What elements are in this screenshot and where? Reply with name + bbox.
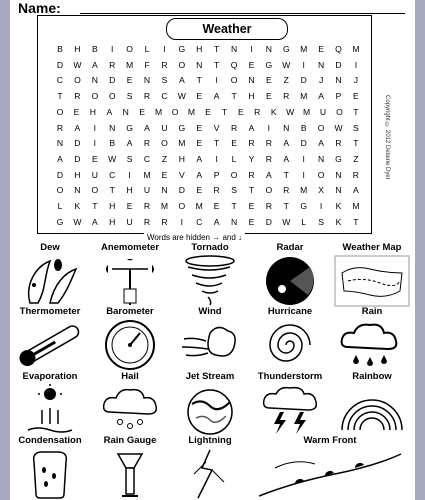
worksheet-page bbox=[10, 0, 415, 500]
letter-cell[interactable]: I bbox=[250, 44, 253, 54]
letter-cell[interactable]: G bbox=[178, 44, 186, 54]
letter-cell[interactable]: R bbox=[248, 138, 255, 149]
letter-cell[interactable]: I bbox=[302, 59, 305, 70]
letter-cell[interactable]: G bbox=[335, 153, 342, 164]
letter-cell[interactable]: M bbox=[300, 91, 308, 102]
letter-cell[interactable]: N bbox=[91, 75, 98, 86]
letter-cell[interactable]: I bbox=[180, 216, 184, 227]
letter-cell[interactable]: I bbox=[163, 44, 166, 54]
word-label: Hurricane bbox=[267, 306, 313, 317]
letter-cell[interactable]: G bbox=[56, 216, 64, 227]
letter-cell[interactable]: I bbox=[302, 153, 305, 164]
letter-cell[interactable]: R bbox=[283, 185, 290, 196]
weather-map-icon bbox=[334, 255, 410, 307]
rainbow-icon bbox=[334, 384, 410, 436]
letter-cell[interactable]: G bbox=[265, 59, 273, 70]
word-card-thunderstorm bbox=[250, 371, 330, 436]
word-card-condensation bbox=[10, 435, 90, 500]
letter-cell[interactable]: C bbox=[161, 91, 168, 102]
letter-cell[interactable]: M bbox=[155, 106, 163, 117]
letter-cell[interactable]: E bbox=[126, 75, 133, 86]
letter-cell[interactable]: D bbox=[335, 59, 342, 70]
letter-cell[interactable]: A bbox=[196, 169, 203, 180]
letter-cell[interactable]: S bbox=[318, 216, 324, 227]
copyright-text: Copyright © 2012 Delaine Dyer bbox=[384, 95, 390, 180]
puzzle-title: Weather bbox=[166, 18, 288, 40]
word-label: Rainbow bbox=[352, 371, 392, 382]
letter-cell[interactable]: O bbox=[108, 91, 116, 102]
letter-cell[interactable]: W bbox=[73, 216, 82, 227]
letter-cell[interactable]: H bbox=[178, 153, 185, 164]
letter-cell[interactable]: A bbox=[248, 122, 255, 133]
letter-cell[interactable]: G bbox=[300, 201, 308, 211]
letter-cell[interactable]: H bbox=[248, 91, 255, 102]
letter-cell[interactable]: C bbox=[196, 216, 203, 227]
letter-cell[interactable]: E bbox=[196, 138, 203, 149]
letter-cell[interactable]: F bbox=[144, 59, 150, 70]
barometer-icon bbox=[100, 319, 160, 371]
hidden-words-note: Words are hidden → and ↓ bbox=[144, 233, 245, 242]
letter-cell[interactable]: M bbox=[300, 185, 308, 196]
letter-cell[interactable]: A bbox=[318, 138, 324, 149]
anemometer-icon bbox=[100, 255, 160, 307]
letter-cell[interactable]: A bbox=[178, 75, 185, 86]
word-label: Barometer bbox=[106, 306, 154, 317]
letter-row bbox=[52, 107, 364, 117]
word-label: Dew bbox=[40, 242, 60, 253]
letter-cell[interactable]: M bbox=[143, 169, 151, 180]
letter-cell[interactable]: M bbox=[178, 138, 186, 149]
letter-cell[interactable]: U bbox=[143, 185, 151, 196]
letter-cell[interactable]: R bbox=[283, 91, 290, 102]
letter-cell[interactable]: A bbox=[57, 153, 63, 164]
letter-cell[interactable]: N bbox=[317, 59, 325, 70]
letter-cell[interactable]: A bbox=[91, 59, 98, 70]
word-label: Radar bbox=[276, 242, 304, 253]
letter-cell[interactable]: E bbox=[248, 201, 255, 211]
letter-cell[interactable]: R bbox=[248, 169, 255, 180]
letter-cell[interactable]: N bbox=[335, 75, 342, 86]
letter-cell[interactable]: R bbox=[143, 201, 151, 211]
word-card-rain bbox=[332, 306, 412, 371]
letter-row bbox=[52, 154, 364, 164]
letter-cell[interactable]: O bbox=[91, 91, 99, 102]
letter-cell[interactable]: C bbox=[56, 75, 64, 86]
condensation-icon bbox=[20, 448, 80, 500]
word-card-hail bbox=[90, 371, 170, 436]
letter-row bbox=[52, 75, 364, 85]
letter-cell[interactable]: D bbox=[109, 75, 116, 86]
letter-row bbox=[52, 217, 364, 227]
letter-cell[interactable]: R bbox=[143, 91, 151, 102]
letter-cell[interactable]: T bbox=[214, 138, 220, 149]
word-label: Hail bbox=[121, 371, 139, 382]
letter-cell[interactable]: E bbox=[205, 106, 211, 117]
letter-cell[interactable]: W bbox=[177, 91, 186, 102]
letter-cell[interactable]: L bbox=[301, 216, 307, 227]
word-label: Thermometer bbox=[19, 306, 81, 317]
letter-cell[interactable]: H bbox=[126, 185, 133, 196]
letter-cell[interactable]: O bbox=[265, 185, 273, 196]
letter-cell[interactable]: C bbox=[109, 169, 116, 180]
word-label: Wind bbox=[198, 306, 222, 317]
hail-cloud-icon bbox=[100, 384, 160, 436]
letter-cell[interactable]: T bbox=[353, 138, 359, 149]
letter-cell[interactable]: T bbox=[214, 44, 220, 54]
letter-cell[interactable]: D bbox=[74, 153, 81, 164]
letter-cell[interactable]: I bbox=[267, 122, 271, 133]
letter-cell[interactable]: N bbox=[265, 44, 272, 54]
letter-cell[interactable]: E bbox=[266, 75, 272, 86]
name-line[interactable] bbox=[80, 13, 405, 14]
letter-cell[interactable]: W bbox=[73, 59, 82, 70]
letter-cell[interactable]: U bbox=[126, 216, 133, 227]
letter-cell[interactable]: Q bbox=[335, 44, 342, 54]
letter-cell[interactable]: J bbox=[318, 75, 324, 86]
letter-cell[interactable]: E bbox=[139, 106, 146, 117]
letter-cell[interactable]: W bbox=[108, 153, 117, 164]
letter-cell[interactable]: A bbox=[106, 106, 113, 117]
letter-cell[interactable]: R bbox=[352, 169, 360, 180]
word-label: Tornado bbox=[191, 242, 229, 253]
letter-cell[interactable]: M bbox=[126, 59, 134, 70]
letter-cell[interactable]: R bbox=[265, 201, 272, 211]
letter-cell[interactable]: V bbox=[178, 169, 185, 180]
word-card-barometer bbox=[90, 306, 170, 371]
letter-cell[interactable]: T bbox=[109, 185, 115, 196]
letter-cell[interactable]: O bbox=[126, 44, 133, 54]
letter-cell[interactable]: Y bbox=[248, 153, 255, 164]
letter-cell[interactable]: M bbox=[352, 44, 360, 54]
letter-cell[interactable]: Q bbox=[230, 59, 238, 70]
letter-cell[interactable]: H bbox=[74, 169, 81, 180]
letter-cell[interactable]: L bbox=[57, 201, 63, 211]
letter-row bbox=[52, 44, 364, 54]
letter-cell[interactable]: I bbox=[215, 153, 218, 164]
letter-cell[interactable]: O bbox=[91, 185, 99, 196]
letter-cell[interactable]: N bbox=[230, 216, 238, 227]
letter-cell[interactable]: T bbox=[231, 201, 237, 211]
letter-cell[interactable]: A bbox=[144, 122, 150, 133]
word-card-jet-stream bbox=[170, 371, 250, 436]
word-card-weather-map bbox=[332, 242, 412, 307]
letter-cell[interactable]: B bbox=[91, 44, 98, 54]
letter-cell[interactable]: I bbox=[111, 44, 114, 54]
letter-cell[interactable]: A bbox=[353, 185, 359, 196]
letter-cell[interactable]: E bbox=[353, 91, 359, 102]
letter-cell[interactable]: R bbox=[109, 59, 116, 70]
letter-cell[interactable]: O bbox=[230, 75, 238, 86]
word-card-rain-gauge bbox=[90, 435, 170, 500]
letter-cell[interactable]: D bbox=[74, 138, 81, 149]
letter-cell[interactable]: S bbox=[353, 122, 359, 133]
radar-icon bbox=[260, 255, 320, 307]
word-card-anemometer bbox=[90, 242, 170, 307]
letter-cell[interactable]: M bbox=[195, 201, 203, 211]
letter-cell[interactable]: G bbox=[178, 122, 186, 133]
letter-cell[interactable]: O bbox=[178, 59, 186, 70]
hurricane-icon bbox=[260, 319, 320, 371]
letter-cell[interactable]: I bbox=[319, 201, 323, 211]
letter-cell[interactable]: D bbox=[300, 75, 307, 86]
letter-row bbox=[52, 185, 364, 195]
word-label: Warm Front bbox=[303, 435, 357, 446]
evaporation-icon bbox=[20, 384, 80, 436]
letter-cell[interactable]: K bbox=[335, 201, 342, 211]
dew-drop-leaf-icon bbox=[20, 255, 80, 307]
letter-cell[interactable]: U bbox=[319, 106, 327, 117]
letter-cell[interactable]: I bbox=[302, 169, 305, 180]
letter-cell[interactable]: D bbox=[265, 216, 272, 227]
rain-cloud-icon bbox=[334, 319, 410, 371]
thermometer-icon bbox=[12, 319, 88, 371]
letter-cell[interactable]: K bbox=[270, 106, 277, 117]
letter-cell[interactable]: N bbox=[248, 75, 255, 86]
letter-cell[interactable]: A bbox=[74, 122, 81, 133]
letter-row bbox=[52, 60, 364, 70]
letter-cell[interactable]: M bbox=[187, 106, 196, 117]
letter-cell[interactable]: M bbox=[160, 201, 169, 211]
word-card-lightning bbox=[170, 435, 250, 500]
letter-cell[interactable]: N bbox=[283, 122, 290, 133]
letter-cell[interactable]: S bbox=[231, 185, 237, 196]
letter-cell[interactable]: R bbox=[265, 153, 272, 164]
letter-cell[interactable]: W bbox=[334, 122, 343, 133]
letter-cell[interactable]: O bbox=[161, 138, 168, 149]
letter-cell[interactable]: E bbox=[161, 169, 168, 180]
letter-cell[interactable]: O bbox=[336, 106, 343, 117]
letter-row bbox=[52, 91, 364, 101]
letter-cell[interactable]: T bbox=[353, 216, 359, 227]
letter-cell[interactable]: E bbox=[248, 59, 255, 70]
letter-cell[interactable]: R bbox=[56, 122, 64, 133]
letter-cell[interactable]: E bbox=[248, 216, 255, 227]
letter-cell[interactable]: N bbox=[335, 185, 342, 196]
letter-cell[interactable]: R bbox=[254, 106, 261, 117]
letter-cell[interactable]: T bbox=[248, 185, 255, 196]
letter-cell[interactable]: T bbox=[283, 169, 289, 180]
letter-cell[interactable]: A bbox=[283, 138, 290, 149]
letter-cell[interactable]: E bbox=[318, 44, 324, 54]
letter-cell[interactable]: E bbox=[91, 153, 98, 164]
letter-cell[interactable]: T bbox=[196, 75, 202, 86]
word-label: Thunderstorm bbox=[257, 371, 323, 382]
letter-cell[interactable]: R bbox=[161, 216, 168, 227]
letter-cell[interactable]: N bbox=[230, 44, 238, 54]
letter-cell[interactable]: H bbox=[74, 44, 81, 54]
letter-cell[interactable]: H bbox=[89, 106, 96, 117]
letter-cell[interactable]: R bbox=[335, 138, 342, 149]
letter-cell[interactable]: N bbox=[122, 106, 129, 117]
letter-cell[interactable]: E bbox=[126, 201, 133, 211]
letter-cell[interactable]: R bbox=[265, 138, 272, 149]
letter-cell[interactable]: O bbox=[56, 185, 64, 196]
letter-cell[interactable]: O bbox=[230, 169, 238, 180]
letter-cell[interactable]: T bbox=[283, 201, 289, 211]
warm-front-icon bbox=[255, 448, 405, 500]
letter-cell[interactable]: W bbox=[282, 216, 291, 227]
word-label: Lightning bbox=[188, 435, 232, 446]
letter-cell[interactable]: I bbox=[93, 138, 96, 149]
tornado-icon bbox=[180, 255, 240, 307]
letter-cell[interactable]: O bbox=[171, 106, 179, 117]
letter-cell[interactable]: O bbox=[317, 169, 325, 180]
letter-cell[interactable]: N bbox=[317, 153, 325, 164]
letter-cell[interactable]: R bbox=[161, 59, 168, 70]
letter-cell[interactable]: Z bbox=[283, 75, 289, 86]
letter-cell[interactable]: I bbox=[128, 169, 131, 180]
letter-cell[interactable]: T bbox=[221, 106, 227, 117]
letter-cell[interactable]: S bbox=[161, 75, 168, 86]
letter-cell[interactable]: U bbox=[161, 122, 168, 133]
word-card-rainbow bbox=[332, 371, 412, 436]
letter-row bbox=[52, 170, 364, 180]
letter-cell[interactable]: B bbox=[300, 122, 307, 133]
letter-cell[interactable]: N bbox=[56, 138, 64, 149]
name-label: Name: bbox=[18, 0, 61, 16]
letter-cell[interactable]: H bbox=[109, 216, 116, 227]
letter-cell[interactable]: O bbox=[317, 122, 325, 133]
letter-cell[interactable]: D bbox=[178, 185, 185, 196]
wind-icon bbox=[180, 319, 240, 371]
word-label: Anemometer bbox=[100, 242, 160, 253]
word-label: Weather Map bbox=[342, 242, 402, 253]
letter-cell[interactable]: S bbox=[126, 91, 133, 102]
letter-cell[interactable]: D bbox=[56, 59, 64, 70]
letter-cell[interactable]: G bbox=[282, 44, 290, 54]
letter-cell[interactable]: D bbox=[300, 138, 307, 149]
letter-cell[interactable]: L bbox=[144, 44, 150, 54]
letter-cell[interactable]: I bbox=[354, 59, 358, 70]
word-card-wind bbox=[170, 306, 250, 371]
letter-cell[interactable]: O bbox=[178, 201, 186, 211]
letter-row bbox=[52, 201, 364, 211]
letter-cell[interactable]: X bbox=[318, 185, 324, 196]
letter-cell[interactable]: T bbox=[231, 91, 237, 102]
letter-cell[interactable]: H bbox=[109, 201, 116, 211]
letter-cell[interactable]: T bbox=[92, 201, 98, 211]
letter-cell[interactable]: A bbox=[196, 153, 203, 164]
word-label: Rain Gauge bbox=[103, 435, 157, 446]
letter-cell[interactable]: T bbox=[214, 59, 220, 70]
word-card-dew bbox=[10, 242, 90, 307]
letter-cell[interactable]: Z bbox=[353, 153, 359, 164]
letter-cell[interactable]: N bbox=[196, 59, 203, 70]
letter-cell[interactable]: N bbox=[74, 185, 81, 196]
letter-cell[interactable]: K bbox=[335, 216, 342, 227]
letter-cell[interactable]: E bbox=[266, 91, 272, 102]
word-card-tornado bbox=[170, 242, 250, 307]
letter-cell[interactable]: W bbox=[282, 59, 291, 70]
letter-cell[interactable]: A bbox=[213, 216, 220, 227]
letter-cell[interactable]: A bbox=[91, 216, 98, 227]
word-card-radar bbox=[250, 242, 330, 307]
letter-cell[interactable]: B bbox=[57, 44, 63, 54]
rain-gauge-icon bbox=[100, 448, 160, 500]
letter-cell[interactable]: E bbox=[196, 185, 203, 196]
letter-cell[interactable]: E bbox=[196, 91, 203, 102]
letter-cell[interactable]: G bbox=[126, 122, 133, 133]
letter-cell[interactable]: L bbox=[231, 153, 237, 164]
word-card-warm-front bbox=[250, 435, 410, 500]
word-card-hurricane bbox=[250, 306, 330, 371]
letter-cell[interactable]: R bbox=[143, 216, 151, 227]
letter-cell[interactable]: U bbox=[91, 169, 98, 180]
letter-cell[interactable]: T bbox=[353, 106, 359, 117]
letter-cell[interactable]: O bbox=[56, 106, 64, 117]
letter-cell[interactable]: E bbox=[237, 106, 244, 117]
letter-row bbox=[52, 138, 364, 148]
letter-cell[interactable]: T bbox=[57, 91, 63, 102]
letter-cell[interactable]: E bbox=[73, 106, 80, 117]
letter-cell[interactable]: N bbox=[143, 75, 151, 86]
letter-cell[interactable]: Z bbox=[161, 153, 168, 164]
word-card-evaporation bbox=[10, 371, 90, 436]
letter-cell[interactable]: A bbox=[266, 169, 272, 180]
letter-cell[interactable]: R bbox=[74, 91, 81, 102]
letter-cell[interactable]: A bbox=[213, 91, 220, 102]
letter-cell[interactable]: N bbox=[335, 169, 342, 180]
letter-cell[interactable]: M bbox=[300, 44, 308, 54]
letter-cell[interactable]: K bbox=[74, 201, 81, 211]
letter-cell[interactable]: E bbox=[196, 122, 203, 133]
word-card-thermometer bbox=[10, 306, 90, 371]
letter-cell[interactable]: C bbox=[143, 153, 151, 164]
letter-cell[interactable]: I bbox=[93, 122, 96, 133]
letter-cell[interactable]: A bbox=[126, 138, 133, 149]
letter-cell[interactable]: W bbox=[286, 106, 295, 117]
letter-cell[interactable]: B bbox=[109, 138, 116, 149]
letter-row bbox=[52, 123, 364, 133]
jet-stream-icon bbox=[180, 384, 240, 436]
letter-cell[interactable]: R bbox=[213, 185, 220, 196]
word-label: Condensation bbox=[18, 435, 82, 446]
letter-cell[interactable]: D bbox=[56, 169, 64, 180]
letter-cell[interactable]: A bbox=[283, 153, 290, 164]
letter-cell[interactable]: E bbox=[213, 201, 220, 211]
letter-cell[interactable]: P bbox=[335, 91, 342, 102]
letter-cell[interactable]: V bbox=[213, 122, 220, 133]
letter-cell[interactable]: M bbox=[302, 106, 311, 117]
word-label: Evaporation bbox=[22, 371, 78, 382]
letter-cell[interactable]: N bbox=[109, 122, 116, 133]
letter-cell[interactable]: J bbox=[353, 75, 359, 86]
letter-cell[interactable]: R bbox=[230, 122, 238, 133]
letter-cell[interactable]: I bbox=[215, 75, 218, 86]
letter-cell[interactable]: O bbox=[74, 75, 81, 86]
letter-cell[interactable]: A bbox=[318, 91, 324, 102]
word-label: Rain bbox=[361, 306, 383, 317]
letter-cell[interactable]: E bbox=[231, 138, 237, 149]
letter-cell[interactable]: M bbox=[352, 201, 360, 211]
letter-cell[interactable]: H bbox=[196, 44, 203, 54]
thunderstorm-icon bbox=[260, 384, 320, 436]
letter-cell[interactable]: N bbox=[161, 185, 168, 196]
letter-cell[interactable]: R bbox=[143, 138, 151, 149]
word-label: Jet Stream bbox=[185, 371, 235, 382]
letter-cell[interactable]: P bbox=[213, 169, 220, 180]
lightning-icon bbox=[180, 448, 240, 500]
letter-cell[interactable]: S bbox=[126, 153, 133, 164]
